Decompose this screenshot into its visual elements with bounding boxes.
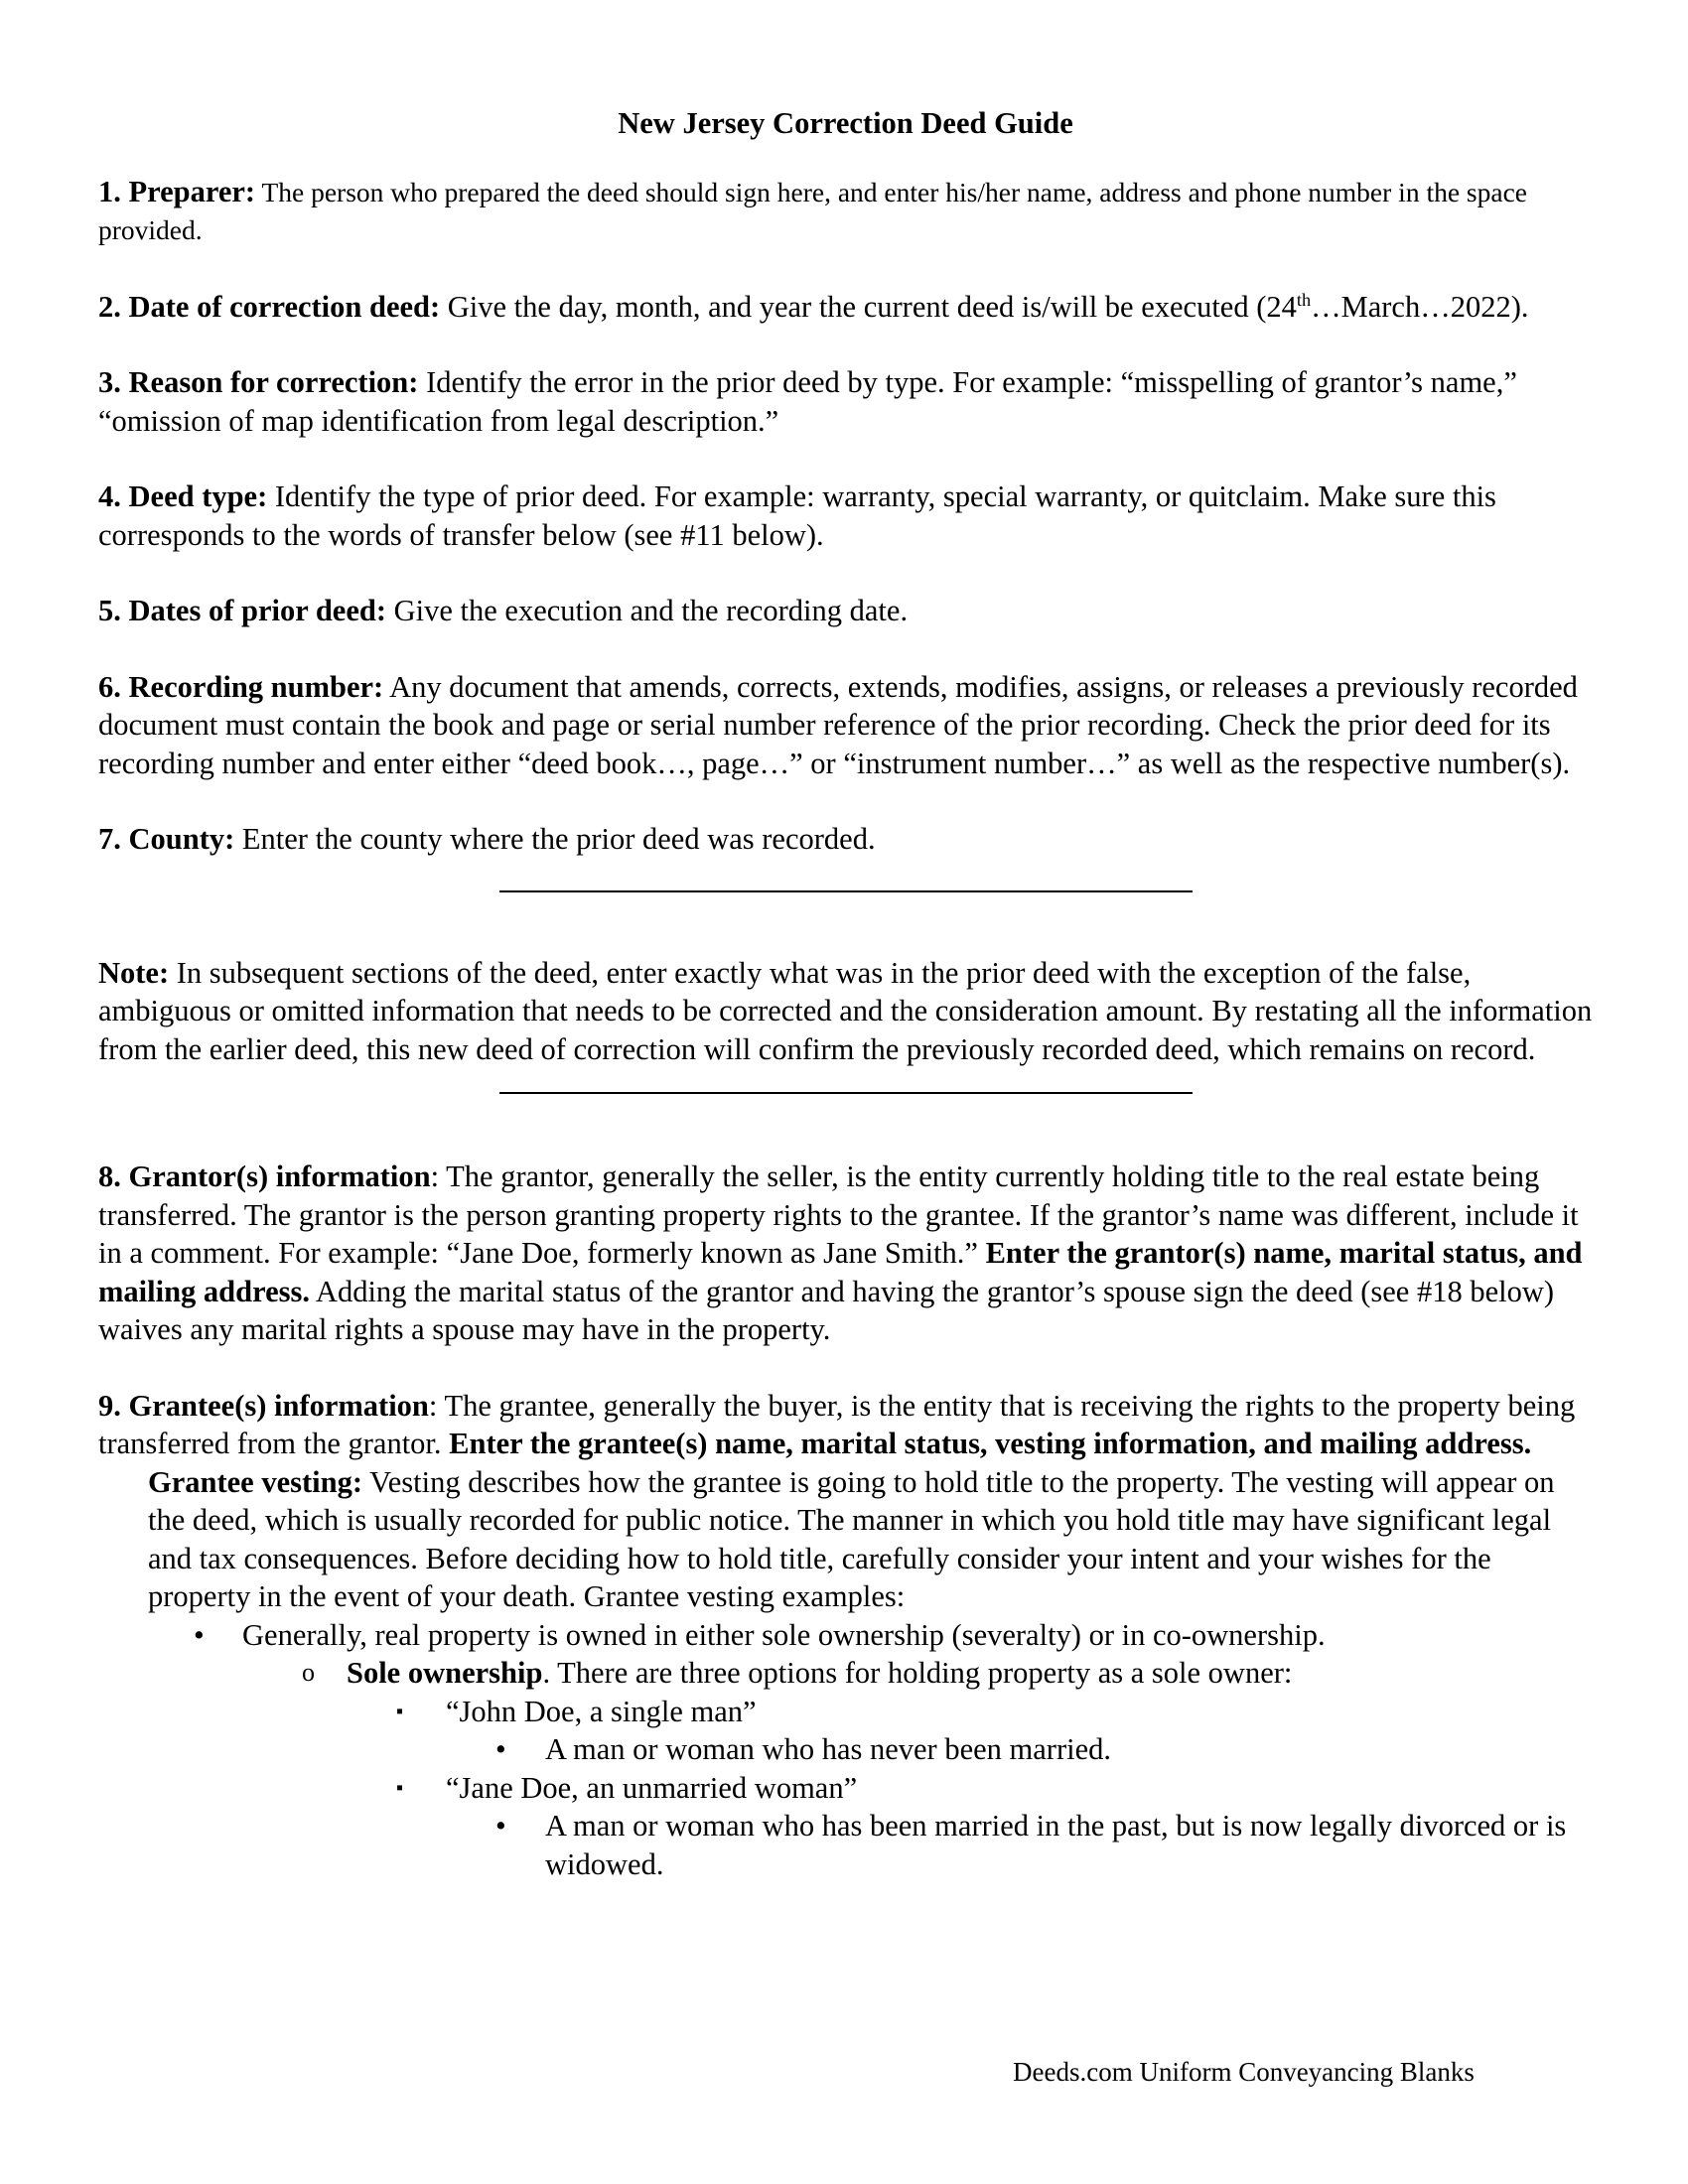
section-text: Give the execution and the recording date.: [386, 594, 909, 627]
section-deed-type: [98, 478, 1593, 554]
section-county: [98, 820, 1593, 859]
section-instruction: Enter the grantee(s) name, marital status, vesting information, and mailing address.: [449, 1427, 1532, 1460]
note-paragraph: [98, 954, 1593, 1069]
vesting-label: Grantee vesting:: [148, 1464, 362, 1499]
list-item: [98, 1807, 1593, 1883]
section-text: Identify the error in the prior deed by type. For example: “misspelling of grantor’s name,” “omission of map identification from legal description.”: [98, 365, 1517, 438]
bullet-icon: •: [495, 1732, 506, 1766]
section-label: 2. Date of correction deed:: [98, 289, 441, 324]
section-grantee-information: [98, 1387, 1593, 1463]
section-text: The person who prepared the deed should sign here, and enter his/her name, address and phone number in the space provided.: [98, 176, 1527, 245]
vesting-text: Vesting describes how the grantee is going to hold title to the property. The vesting will appear on the deed, which is usually recorded for public notice. The manner in which you hold title may have significant legal and tax consequences. Before deciding how to hold title, carefully consider your intent and your wishes for the property in the event of your death. Grantee vesting examples:: [148, 1464, 1555, 1613]
divider: [499, 1092, 1193, 1094]
section-label: 8. Grantor(s) information: [98, 1160, 431, 1193]
sole-ownership-label: Sole ownership: [347, 1656, 543, 1690]
section-text: Any document that amends, corrects, extends, modifies, assigns, or releases a previously recorded document must contain the book and page or serial number reference of the prior recording. Check the prior deed for its recording number and enter either “deed book…, page…” or “instrument number…” as well as the respective number(s).: [98, 669, 1578, 780]
vesting-examples-list: [98, 1616, 1593, 1884]
note-label: Note:: [98, 955, 170, 990]
section-date-of-correction-deed: [98, 288, 1593, 327]
list-item-text: . There are three options for holding property as a sole owner:: [542, 1656, 1293, 1690]
page-footer: Deeds.com Uniform Conveyancing Blanks: [1013, 2057, 1475, 2087]
note-text: In subsequent sections of the deed, enter exactly what was in the prior deed with the exception of the false, ambiguous or omitted information that needs to be corrected and the consideration amount. By restating all the information from the earlier deed, this new deed of correction will confirm the previously recorded deed, which remains on record.: [98, 955, 1593, 1066]
section-text: : The grantor, generally the seller, is the entity currently holding title to the real estate being transferred. The grantor is the person granting property rights to the grantee. If the grantor’s name was different, include it in a comment. For example: “Jane Doe, formerly known as Jane Smith.”: [98, 1160, 1579, 1270]
section-reason-for-correction: [98, 363, 1593, 440]
section-text: Identify the type of prior deed. For example: warranty, special warranty, or quitclaim. Make sure this corresponds to the words of transfer below (see #11 below).: [98, 479, 1496, 552]
section-label: 3. Reason for correction:: [98, 365, 419, 399]
circle-bullet-icon: o: [302, 1658, 315, 1687]
section-label: 6. Recording number:: [98, 669, 384, 704]
list-item-text: A man or woman who has never been married.: [545, 1732, 1111, 1766]
section-preparer: [98, 173, 1593, 250]
list-item-text: Generally, real property is owned in either sole ownership (severalty) or in co-ownership.: [242, 1617, 1326, 1652]
section-label: 7. County:: [98, 822, 235, 856]
square-bullet-icon: ▪: [396, 1776, 404, 1799]
section-label: 5. Dates of prior deed:: [98, 594, 386, 627]
grantee-vesting-paragraph: [98, 1463, 1593, 1616]
divider: [499, 890, 1193, 892]
section-instruction: Enter the grantor(s) name, marital status, and mailing address.: [98, 1236, 1583, 1308]
section-label: 9. Grantee(s) information: [98, 1388, 429, 1423]
list-item: [98, 1693, 1593, 1731]
section-recording-number: [98, 668, 1593, 783]
bullet-icon: •: [194, 1617, 205, 1652]
list-item: [98, 1769, 1593, 1808]
section-grantor-information: [98, 1158, 1593, 1349]
section-label: 4. Deed type:: [98, 479, 268, 513]
list-item: [98, 1730, 1593, 1769]
bullet-icon: •: [495, 1809, 506, 1843]
section-label: 1. Preparer:: [98, 174, 256, 208]
list-item: [98, 1654, 1593, 1693]
section-text: : The grantee, generally the buyer, is the entity that is receiving the rights to the property being transferred from the grantor.: [98, 1388, 1576, 1460]
list-item-text: “John Doe, a single man”: [446, 1694, 757, 1728]
list-item: [98, 1616, 1593, 1655]
page-title: New Jersey Correction Deed Guide: [618, 106, 1073, 140]
square-bullet-icon: ▪: [396, 1700, 404, 1722]
section-text: Give the day, month, and year the current deed is/will be executed (24: [440, 289, 1297, 324]
ordinal-suffix: th: [1296, 289, 1312, 310]
section-dates-of-prior-deed: [98, 592, 1593, 630]
list-item-text: “Jane Doe, an unmarried woman”: [446, 1770, 858, 1805]
list-item-text: A man or woman who has been married in the past, but is now legally divorced or is widowed.: [545, 1809, 1567, 1881]
section-text: Enter the county where the prior deed was recorded.: [234, 822, 876, 856]
section-text-continued: …March…2022).: [1311, 289, 1529, 324]
document-page: [98, 104, 1593, 1883]
section-text-continued: Adding the marital status of the grantor and having the grantor’s spouse sign the deed (see #18 below) waives any marital rights a spouse may have in the property.: [98, 1274, 1555, 1346]
